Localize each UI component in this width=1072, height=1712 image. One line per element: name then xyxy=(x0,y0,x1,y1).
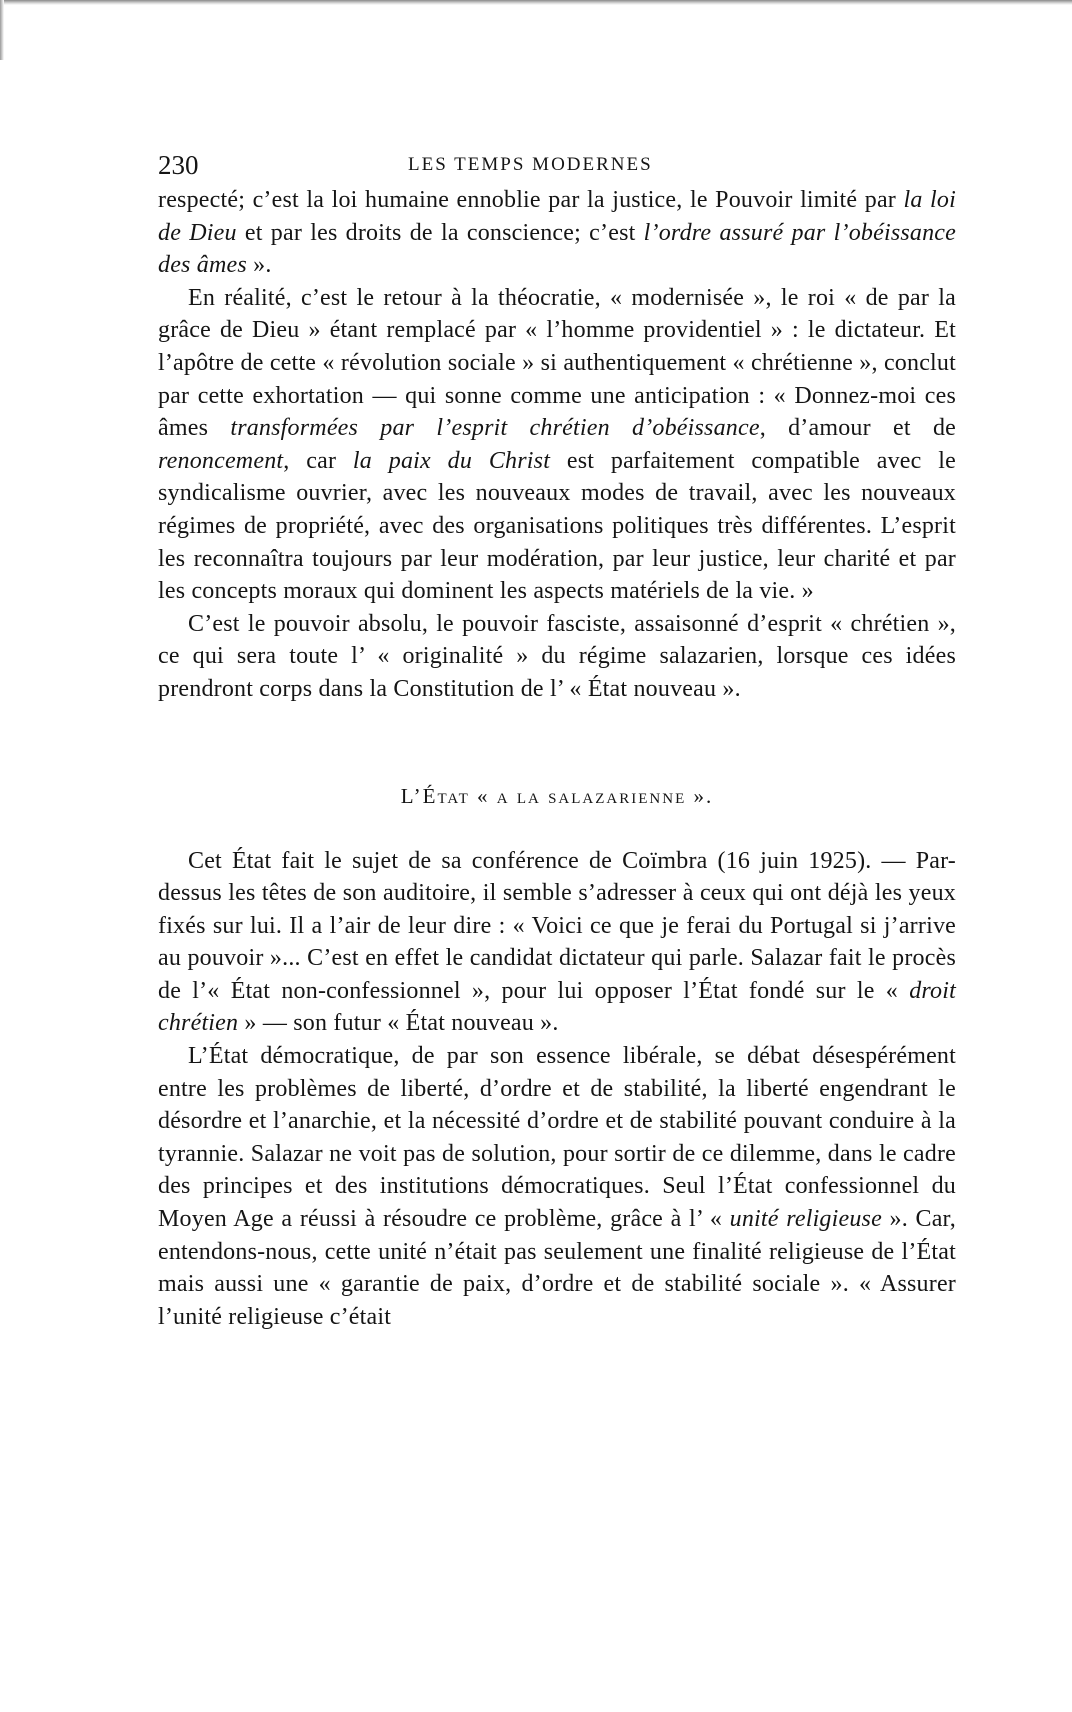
book-page xyxy=(158,140,956,1333)
running-head xyxy=(158,140,956,180)
journal-title: LES TEMPS MODERNES xyxy=(408,154,653,175)
page-number: 230 xyxy=(158,150,199,180)
paragraph-5: L’État démocratique, de par son essence libérale, se débat désespérément entre les problèmes de liberté, d’ordre et de stabilité, la liberté engendrant le désordre et l’anarchie, et la nécessité d’ordre et de stabilité pouvant conduire à la tyrannie. Salazar ne voit pas de solution, pour sortir de ce dilemme, dans le cadre des principes et des institutions démocratiques. Seul l’État confessionnel du Moyen Age a réussi à résoudre ce problème, grâce à l’ « unité religieuse ». Car, entendons-nous, cette unité n’était pas seulement une finalité religieuse de l’État mais aussi une « garantie de paix, d’ordre et de stabilité sociale ». « Assurer l’unité religieuse c’était xyxy=(158,1043,956,1330)
paragraph-4: Cet État fait le sujet de sa conférence de Coïmbra (16 juin 1925). — Par-dessus les têtes de son auditoire, il semble s’adresser à ceux qui ont déjà les yeux fixés sur lui. Il a l’air de leur dire : « Voici ce que je ferai du Portugal si j’arrive au pouvoir »... C’est en effet le candidat dictateur qui parle. Salazar fait le procès de l’« État non-confessionnel », pour lui opposer l’État fondé sur le « droit chrétien » — son futur « État nouveau ». xyxy=(158,847,956,1037)
scan-border-top xyxy=(0,0,1072,5)
paragraph-1: respecté; c’est la loi humaine ennoblie par la justice, le Pouvoir limité par la loi de Dieu et par les droits de la conscience; c’est l’ordre assuré par l’obéissance des âmes ». xyxy=(158,187,957,279)
paragraph-2: En réalité, c’est le retour à la théocratie, « modernisée », le roi « de par la grâce de Dieu » étant remplacé par « l’homme providentiel » : le dictateur. Et l’apôtre de cette « révolution sociale » si authentiquement « chrétienne », conclut par cette exhortation — qui sonne comme une anticipation : « Donnez-moi ces âmes transformées par l’esprit chrétien d’obéissance, d’amour et de renoncement, car la paix du Christ est parfaitement compatible avec le syndicalisme ouvrier, avec les nouveaux modes de travail, avec les nouveaux régimes de propriété, avec des organisations politiques très différentes. L’esprit les reconnaîtra toujours par leur modération, par leur justice, leur charité et par les concepts moraux qui dominent les aspects matériels de la vie. » xyxy=(158,284,957,605)
scan-border-left xyxy=(0,0,4,60)
paragraph-3: C’est le pouvoir absolu, le pouvoir fasciste, assaisonné d’esprit « chrétien », ce qui sera toute l’ « originalité » du régime salazarien, lorsque ces idées prendront corps dans la Constitution de l’ « État nouveau ». xyxy=(158,610,956,702)
section-title: L’État « a la salazarienne ». xyxy=(400,783,714,808)
